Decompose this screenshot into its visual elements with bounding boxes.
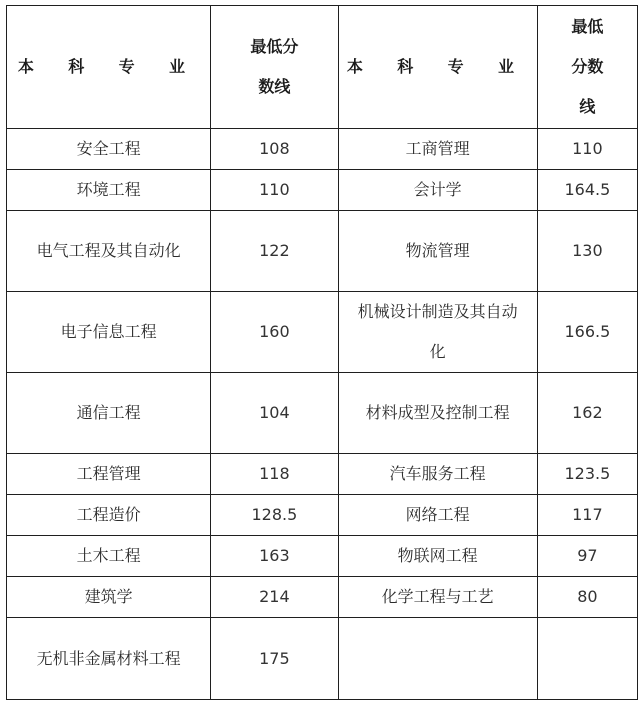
table-row [7,536,638,577]
score-cell: 130 [537,211,637,292]
major-cell: 网络工程 [338,495,537,536]
header-score-right: 最低分数线 [537,6,637,129]
major-cell: 土木工程 [7,536,211,577]
major-cell: 工程造价 [7,495,211,536]
major-cell: 电气工程及其自动化 [7,211,211,292]
major-cell: 建筑学 [7,577,211,618]
header-major-left: 本 科 专 业 [7,6,211,129]
score-cell: 163 [211,536,338,577]
major-cell [338,618,537,700]
major-cell: 物联网工程 [338,536,537,577]
major-cell: 化学工程与工艺 [338,577,537,618]
table-row [7,129,638,170]
score-cell: 160 [211,292,338,373]
table-row [7,211,638,292]
score-cell: 166.5 [537,292,637,373]
score-cell: 214 [211,577,338,618]
major-cell: 电子信息工程 [7,292,211,373]
table-row [7,454,638,495]
score-cell: 122 [211,211,338,292]
table-row [7,577,638,618]
major-cell: 物流管理 [338,211,537,292]
header-major-right: 本 科 专 业 [338,6,537,129]
score-cell: 164.5 [537,170,637,211]
major-cell: 机械设计制造及其自动化 [338,292,537,373]
table-row [7,495,638,536]
score-cell: 117 [537,495,637,536]
admission-score-table [6,5,638,700]
score-cell: 123.5 [537,454,637,495]
score-cell: 104 [211,373,338,454]
major-cell: 汽车服务工程 [338,454,537,495]
score-cell: 110 [537,129,637,170]
score-cell: 128.5 [211,495,338,536]
major-cell: 通信工程 [7,373,211,454]
score-cell: 175 [211,618,338,700]
header-row [7,6,638,129]
score-cell: 118 [211,454,338,495]
score-cell: 108 [211,129,338,170]
table-row [7,618,638,700]
table-row [7,292,638,373]
score-cell: 110 [211,170,338,211]
table-row [7,373,638,454]
score-cell: 97 [537,536,637,577]
score-cell [537,618,637,700]
table-row [7,170,638,211]
major-cell: 会计学 [338,170,537,211]
major-cell: 工商管理 [338,129,537,170]
major-cell: 工程管理 [7,454,211,495]
major-cell: 无机非金属材料工程 [7,618,211,700]
major-cell: 材料成型及控制工程 [338,373,537,454]
score-cell: 162 [537,373,637,454]
header-score-left: 最低分数线 [211,6,338,129]
major-cell: 安全工程 [7,129,211,170]
score-cell: 80 [537,577,637,618]
major-cell: 环境工程 [7,170,211,211]
